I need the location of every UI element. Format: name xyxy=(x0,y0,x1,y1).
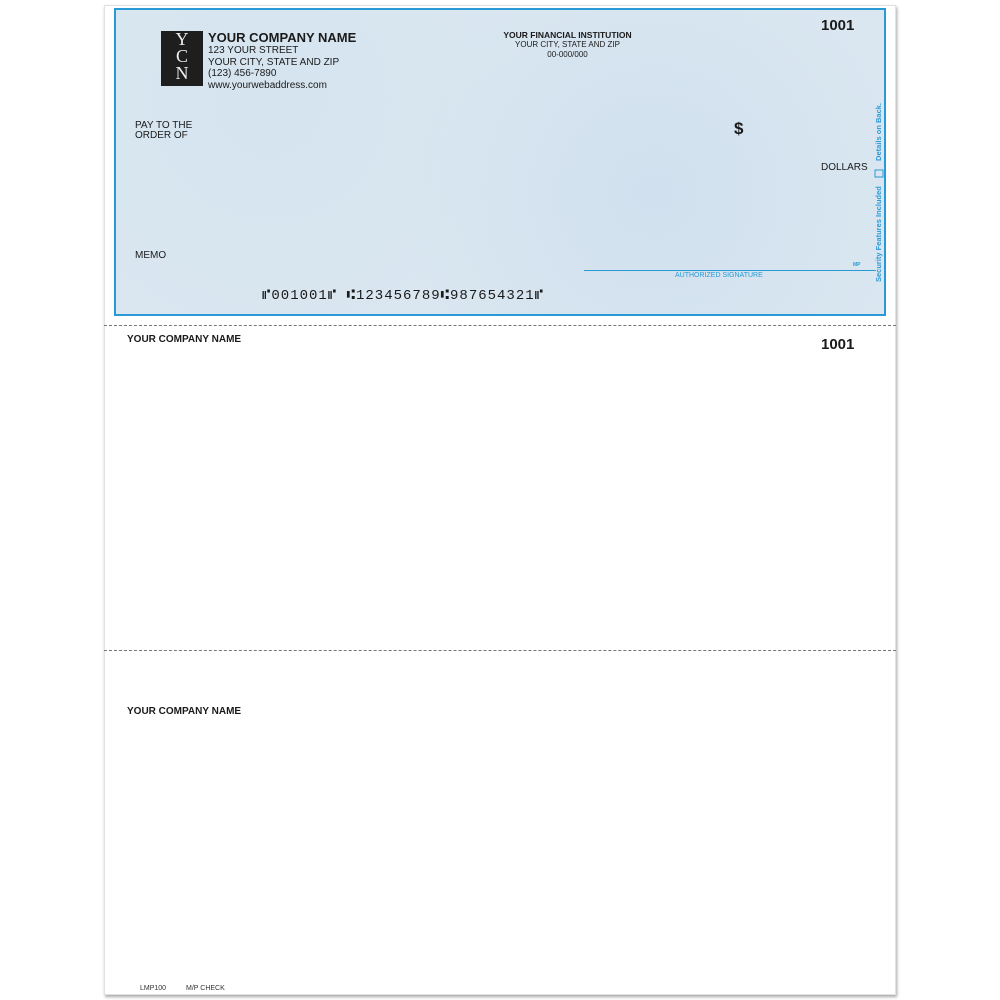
logo-letter: C xyxy=(175,46,188,66)
pay-to-label xyxy=(135,121,192,141)
website: www.yourwebaddress.com xyxy=(208,79,327,91)
dollar-sign: $ xyxy=(734,119,744,138)
stub1-check-number: 1001 xyxy=(821,336,855,353)
perforation-line xyxy=(104,650,896,651)
street: 123 YOUR STREET xyxy=(208,45,299,56)
company-address xyxy=(208,45,339,91)
lock-icon xyxy=(875,170,884,178)
pay-to-line1: PAY TO THE xyxy=(135,120,193,131)
bank-name: YOUR FINANCIAL INSTITUTION xyxy=(503,30,632,40)
signature-label: AUTHORIZED SIGNATURE xyxy=(675,272,763,279)
company-logo xyxy=(161,31,203,86)
memo-label: MEMO xyxy=(135,250,167,261)
stub1-company-name: YOUR COMPANY NAME xyxy=(127,334,242,345)
security-side-text xyxy=(874,103,883,282)
details-on-back-text: Details on Back. xyxy=(874,102,883,161)
phone: (123) 456-7890 xyxy=(208,68,277,79)
logo-letter: Y xyxy=(175,29,189,49)
bank-city: YOUR CITY, STATE AND ZIP xyxy=(515,40,620,49)
logo-letter: N xyxy=(175,63,189,83)
dollars-label: DOLLARS xyxy=(821,162,868,173)
micr-line: ⑈001001⑈ ⑆123456789⑆987654321⑈ xyxy=(262,288,545,304)
check-number: 1001 xyxy=(821,17,855,34)
perforation-line xyxy=(104,325,896,326)
city: YOUR CITY, STATE AND ZIP xyxy=(208,56,340,68)
company-name: YOUR COMPANY NAME xyxy=(208,30,357,45)
security-features-text: Security Features Included xyxy=(874,186,883,282)
mp-mark: MP xyxy=(853,262,861,268)
form-type: M/P CHECK xyxy=(186,985,225,992)
stub2-company-name: YOUR COMPANY NAME xyxy=(127,706,242,717)
pay-to-line2: ORDER OF xyxy=(135,130,188,141)
signature-line xyxy=(584,270,876,271)
routing-fraction: 00-000/000 xyxy=(547,50,588,59)
form-code: LMP100 xyxy=(140,985,167,992)
bank-info xyxy=(500,30,635,60)
